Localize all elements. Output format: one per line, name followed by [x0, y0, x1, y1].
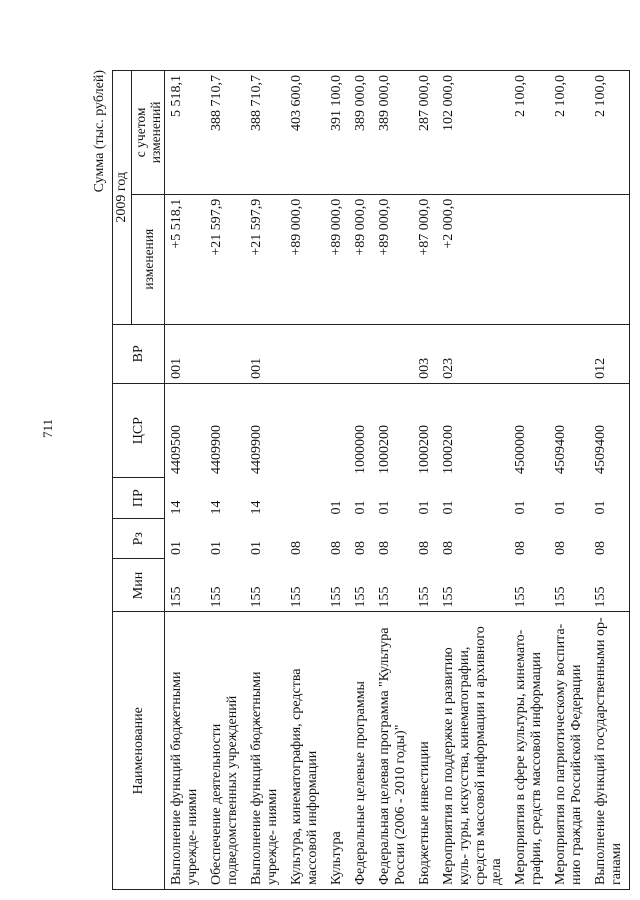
table-row — [285, 71, 325, 890]
row-rz: 08 — [589, 518, 630, 559]
row-csr: 4409500 — [169, 424, 184, 474]
row-rz: 08 — [417, 541, 432, 555]
row-total: 389 000,0 — [349, 71, 373, 195]
row-change: +21 597,9 — [245, 194, 285, 324]
row-pr: 01 — [417, 500, 432, 515]
row-change: +89 000,0 — [349, 194, 373, 324]
row-pr: 01 — [553, 500, 568, 515]
row-total: 102 000,0 — [437, 71, 509, 195]
row-change — [549, 194, 589, 324]
rotated-page — [92, 70, 624, 890]
header-min: Мин — [113, 559, 165, 612]
row-min: 155 — [349, 559, 373, 612]
row-total: 403 600,0 — [285, 71, 325, 195]
header-change: изменения — [132, 194, 165, 324]
row-change: +89 000,0 — [373, 194, 413, 324]
row-csr — [325, 383, 349, 478]
row-vr: 012 — [589, 324, 630, 383]
row-vr — [205, 324, 245, 383]
row-csr: 1000200 — [417, 424, 432, 474]
row-vr: 001 — [165, 324, 206, 383]
row-min: 155 — [589, 559, 630, 612]
table-row — [509, 71, 549, 890]
row-csr: 1000200 — [441, 424, 456, 474]
table-row — [589, 71, 630, 890]
table-row — [325, 71, 349, 890]
row-total: 287 000,0 — [413, 71, 437, 195]
row-rz: 08 — [441, 541, 456, 555]
row-total: 2 100,0 — [509, 71, 549, 195]
row-min: 155 — [437, 559, 509, 612]
row-change: +87 000,0 — [413, 194, 437, 324]
row-vr — [349, 324, 373, 383]
table-body — [165, 71, 630, 890]
row-name: Обеспечение деятельности подведомственных учреждений — [205, 612, 245, 890]
row-vr: 023 — [437, 324, 509, 383]
row-csr: 1000000 — [353, 424, 368, 474]
row-name: Выполнение функций бюджетными учрежде- ниями — [245, 612, 285, 890]
row-name: Федеральная целевая программа "Культура России (2006 - 2010 годы)" — [373, 612, 413, 890]
table-row — [349, 71, 373, 890]
page-number: 711 — [40, 418, 55, 438]
row-rz: 08 — [329, 541, 344, 555]
row-pr: 01 — [377, 500, 392, 515]
row-change: +89 000,0 — [325, 194, 349, 324]
header-rz: Рз — [113, 518, 165, 559]
row-change — [589, 194, 630, 324]
row-change — [509, 194, 549, 324]
row-pr: 14 — [209, 500, 224, 515]
row-vr — [509, 324, 549, 383]
row-total: 5 518,1 — [165, 71, 206, 195]
row-pr: 14 — [169, 500, 184, 515]
row-rz: 01 — [209, 541, 224, 555]
row-name: Культура, кинематография, средства массовой информации — [285, 612, 325, 890]
row-total: 388 710,7 — [205, 71, 245, 195]
row-rz: 01 — [169, 541, 184, 555]
row-name: Выполнение функций государственными ор- ганами — [589, 612, 630, 890]
header-name: Наименование — [113, 612, 165, 890]
row-pr: 01 — [513, 500, 528, 515]
row-change: +89 000,0 — [285, 194, 325, 324]
header-total: с учетом изменений — [132, 71, 165, 195]
table-row — [205, 71, 245, 890]
table-row — [437, 71, 509, 890]
row-change: +2 000,0 — [437, 194, 509, 324]
row-pr: 01 — [353, 500, 368, 515]
units-caption: Сумма (тыс. рублей) — [92, 70, 107, 193]
row-rz: 08 — [553, 541, 568, 555]
row-rz: 08 — [513, 541, 528, 555]
row-vr — [373, 324, 413, 383]
row-csr: 4409900 — [209, 424, 224, 474]
row-change: +21 597,9 — [205, 194, 245, 324]
row-min: 155 — [509, 559, 549, 612]
row-pr: 01 — [589, 478, 630, 519]
row-min: 155 — [373, 559, 413, 612]
row-total: 388 710,7 — [245, 71, 285, 195]
header-year: 2009 год — [113, 71, 132, 325]
row-min: 155 — [165, 559, 206, 612]
row-pr: 01 — [329, 500, 344, 515]
row-name: Мероприятия в сфере культуры, кинемато- графии, средств массовой информации — [509, 612, 549, 890]
row-pr: 14 — [249, 500, 264, 515]
row-min: 155 — [245, 559, 285, 612]
row-name: Выполнение функций бюджетными учрежде- ниями — [165, 612, 206, 890]
row-vr — [325, 324, 349, 383]
header-pr: ПР — [113, 478, 165, 519]
row-name: Культура — [325, 612, 349, 890]
budget-table — [112, 70, 630, 890]
table-row — [165, 71, 206, 890]
row-pr — [285, 478, 325, 519]
row-csr: 4509400 — [553, 424, 568, 474]
table-row — [373, 71, 413, 890]
row-name: Мероприятия по патриотическому воспита- нию граждан Российской Федерации — [549, 612, 589, 890]
row-vr — [285, 324, 325, 383]
row-min: 155 — [549, 559, 589, 612]
row-min: 155 — [285, 559, 325, 612]
row-vr — [549, 324, 589, 383]
table-row — [245, 71, 285, 890]
row-total: 2 100,0 — [549, 71, 589, 195]
row-total: 2 100,0 — [589, 71, 630, 195]
row-name: Мероприятия по поддержке и развитию куль- туры, искусства, кинематографии, средств массовой информации и архивного дела — [437, 612, 509, 890]
row-total: 389 000,0 — [373, 71, 413, 195]
header-csr: ЦСР — [113, 383, 165, 478]
row-rz: 08 — [353, 541, 368, 555]
row-min: 155 — [325, 559, 349, 612]
header-vr: ВР — [113, 324, 165, 383]
table-row — [549, 71, 589, 890]
row-pr: 01 — [441, 500, 456, 515]
row-rz: 08 — [377, 541, 392, 555]
row-change: +5 518,1 — [165, 194, 206, 324]
row-min: 155 — [413, 559, 437, 612]
row-rz: 08 — [289, 541, 304, 555]
row-rz: 01 — [249, 541, 264, 555]
row-min: 155 — [205, 559, 245, 612]
table-row — [413, 71, 437, 890]
row-csr: 4409900 — [249, 424, 264, 474]
row-name: Бюджетные инвестиции — [413, 612, 437, 890]
row-name: Федеральные целевые программы — [349, 612, 373, 890]
row-csr: 4509400 — [589, 383, 630, 478]
row-csr: 4500000 — [513, 424, 528, 474]
row-csr — [285, 383, 325, 478]
row-total: 391 100,0 — [325, 71, 349, 195]
row-vr: 001 — [245, 324, 285, 383]
row-csr: 1000200 — [377, 424, 392, 474]
row-vr: 003 — [413, 324, 437, 383]
